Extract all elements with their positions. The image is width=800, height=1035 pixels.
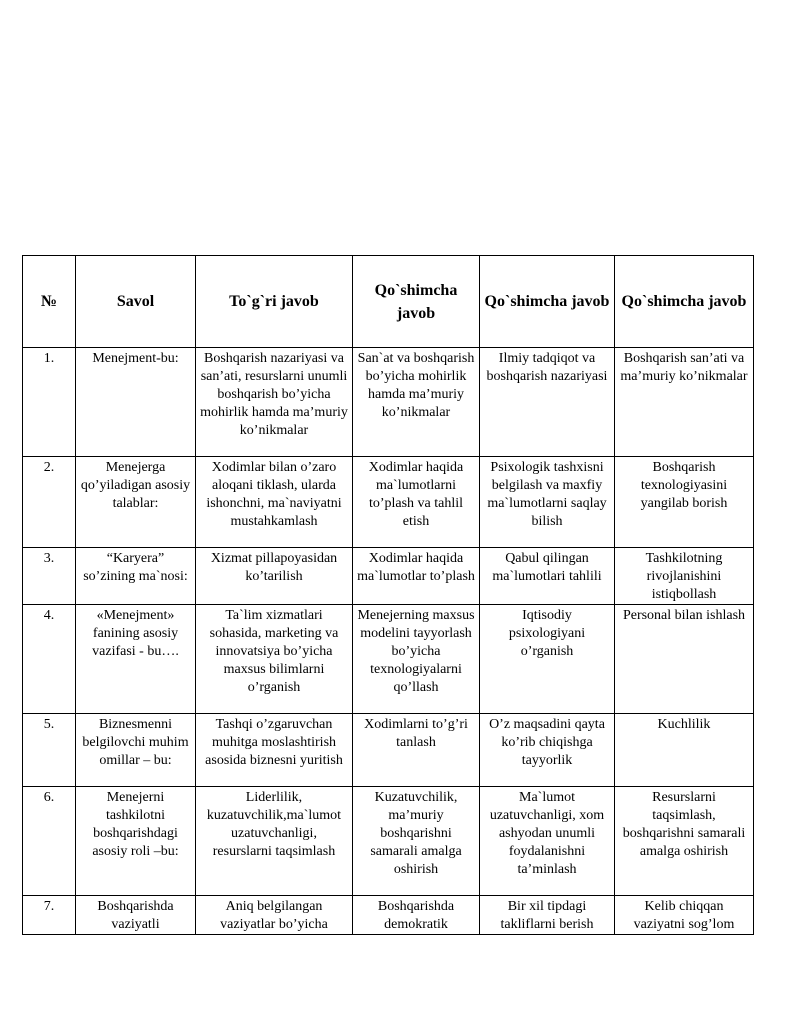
- row-number: 7.: [23, 896, 76, 935]
- row-number: 6.: [23, 787, 76, 896]
- table-header: [23, 256, 754, 348]
- row-number: 2.: [23, 457, 76, 548]
- extra-answer-cell: Psixologik tashxisni belgilash va maxfiy ma`lumotlarni saqlay bilish: [480, 457, 615, 548]
- header-number: №: [23, 256, 76, 348]
- table-row: [23, 348, 754, 457]
- correct-answer-cell: Boshqarish nazariyasi va san’ati, resurslarni unumli boshqarish bo’yicha mohirlik hamda ma’muriy ko’nikmalar: [196, 348, 353, 457]
- correct-answer-cell: Ta`lim xizmatlari sohasida, marketing va innovatsiya bo’yicha maxsus bilimlarni o’rganish: [196, 605, 353, 714]
- extra-answer-cell: Xodimlarni to’g’ri tanlash: [353, 714, 480, 787]
- table-row: [23, 714, 754, 787]
- table-body: [23, 348, 754, 935]
- correct-answer-cell: Xodimlar bilan o’zaro aloqani tiklash, ularda ishonchni, ma`naviyatni mustahkamlash: [196, 457, 353, 548]
- extra-answer-cell: Ma`lumot uzatuvchanligi, xom ashyodan unumli foydalanishni ta’minlash: [480, 787, 615, 896]
- header-row: [23, 256, 754, 348]
- quiz-table: [22, 255, 754, 935]
- header-extra-answer-3: Qo`shimcha javob: [615, 256, 754, 348]
- question-cell: Menejment-bu:: [76, 348, 196, 457]
- question-cell: Biznesmenni belgilovchi muhim omillar – bu:: [76, 714, 196, 787]
- extra-answer-cell: Boshqarish texnologiyasini yangilab borish: [615, 457, 754, 548]
- extra-answer-cell: Boshqarishda demokratik: [353, 896, 480, 935]
- extra-answer-cell: San`at va boshqarish bo’yicha mohirlik hamda ma’muriy ko’nikmalar: [353, 348, 480, 457]
- question-cell: «Menejment» fanining asosiy vazifasi - bu….: [76, 605, 196, 714]
- extra-answer-cell: Menejerning maxsus modelini tayyorlash bo’yicha texnologiyalarni qo’llash: [353, 605, 480, 714]
- header-question: Savol: [76, 256, 196, 348]
- question-cell: Menejerni tashkilotni boshqarishdagi asosiy roli –bu:: [76, 787, 196, 896]
- table-row: [23, 787, 754, 896]
- extra-answer-cell: Xodimlar haqida ma`lumotlarni to’plash va tahlil etish: [353, 457, 480, 548]
- row-number: 4.: [23, 605, 76, 714]
- extra-answer-cell: Resurslarni taqsimlash, boshqarishni samarali amalga oshirish: [615, 787, 754, 896]
- table-row: [23, 457, 754, 548]
- table-row: [23, 548, 754, 605]
- extra-answer-cell: Kuzatuvchilik, ma’muriy boshqarishni samarali amalga oshirish: [353, 787, 480, 896]
- header-extra-answer-1: Qo`shimcha javob: [353, 256, 480, 348]
- extra-answer-cell: Kelib chiqqan vaziyatni sog’lom: [615, 896, 754, 935]
- table-row: [23, 896, 754, 935]
- correct-answer-cell: Tashqi o’zgaruvchan muhitga moslashtirish asosida biznesni yuritish: [196, 714, 353, 787]
- question-cell: Boshqarishda vaziyatli: [76, 896, 196, 935]
- header-extra-answer-2: Qo`shimcha javob: [480, 256, 615, 348]
- extra-answer-cell: Bir xil tipdagi takliflarni berish: [480, 896, 615, 935]
- correct-answer-cell: Liderlilik, kuzatuvchilik,ma`lumot uzatuvchanligi, resurslarni taqsimlash: [196, 787, 353, 896]
- row-number: 3.: [23, 548, 76, 605]
- extra-answer-cell: Xodimlar haqida ma`lumotlar to’plash: [353, 548, 480, 605]
- question-cell: Menejerga qo’yiladigan asosiy talablar:: [76, 457, 196, 548]
- extra-answer-cell: Kuchlilik: [615, 714, 754, 787]
- extra-answer-cell: Tashkilotning rivojlanishini istiqbollash: [615, 548, 754, 605]
- extra-answer-cell: Boshqarish san’ati va ma’muriy ko’nikmalar: [615, 348, 754, 457]
- row-number: 5.: [23, 714, 76, 787]
- extra-answer-cell: Personal bilan ishlash: [615, 605, 754, 714]
- correct-answer-cell: Aniq belgilangan vaziyatlar bo’yicha: [196, 896, 353, 935]
- header-correct-answer: To`g`ri javob: [196, 256, 353, 348]
- extra-answer-cell: Qabul qilingan ma`lumotlari tahlili: [480, 548, 615, 605]
- correct-answer-cell: Xizmat pillapoyasidan ko’tarilish: [196, 548, 353, 605]
- table-row: [23, 605, 754, 714]
- question-cell: “Karyera” so’zining ma`nosi:: [76, 548, 196, 605]
- row-number: 1.: [23, 348, 76, 457]
- extra-answer-cell: Ilmiy tadqiqot va boshqarish nazariyasi: [480, 348, 615, 457]
- extra-answer-cell: Iqtisodiy psixologiyani o’rganish: [480, 605, 615, 714]
- extra-answer-cell: O’z maqsadini qayta ko’rib chiqishga tayyorlik: [480, 714, 615, 787]
